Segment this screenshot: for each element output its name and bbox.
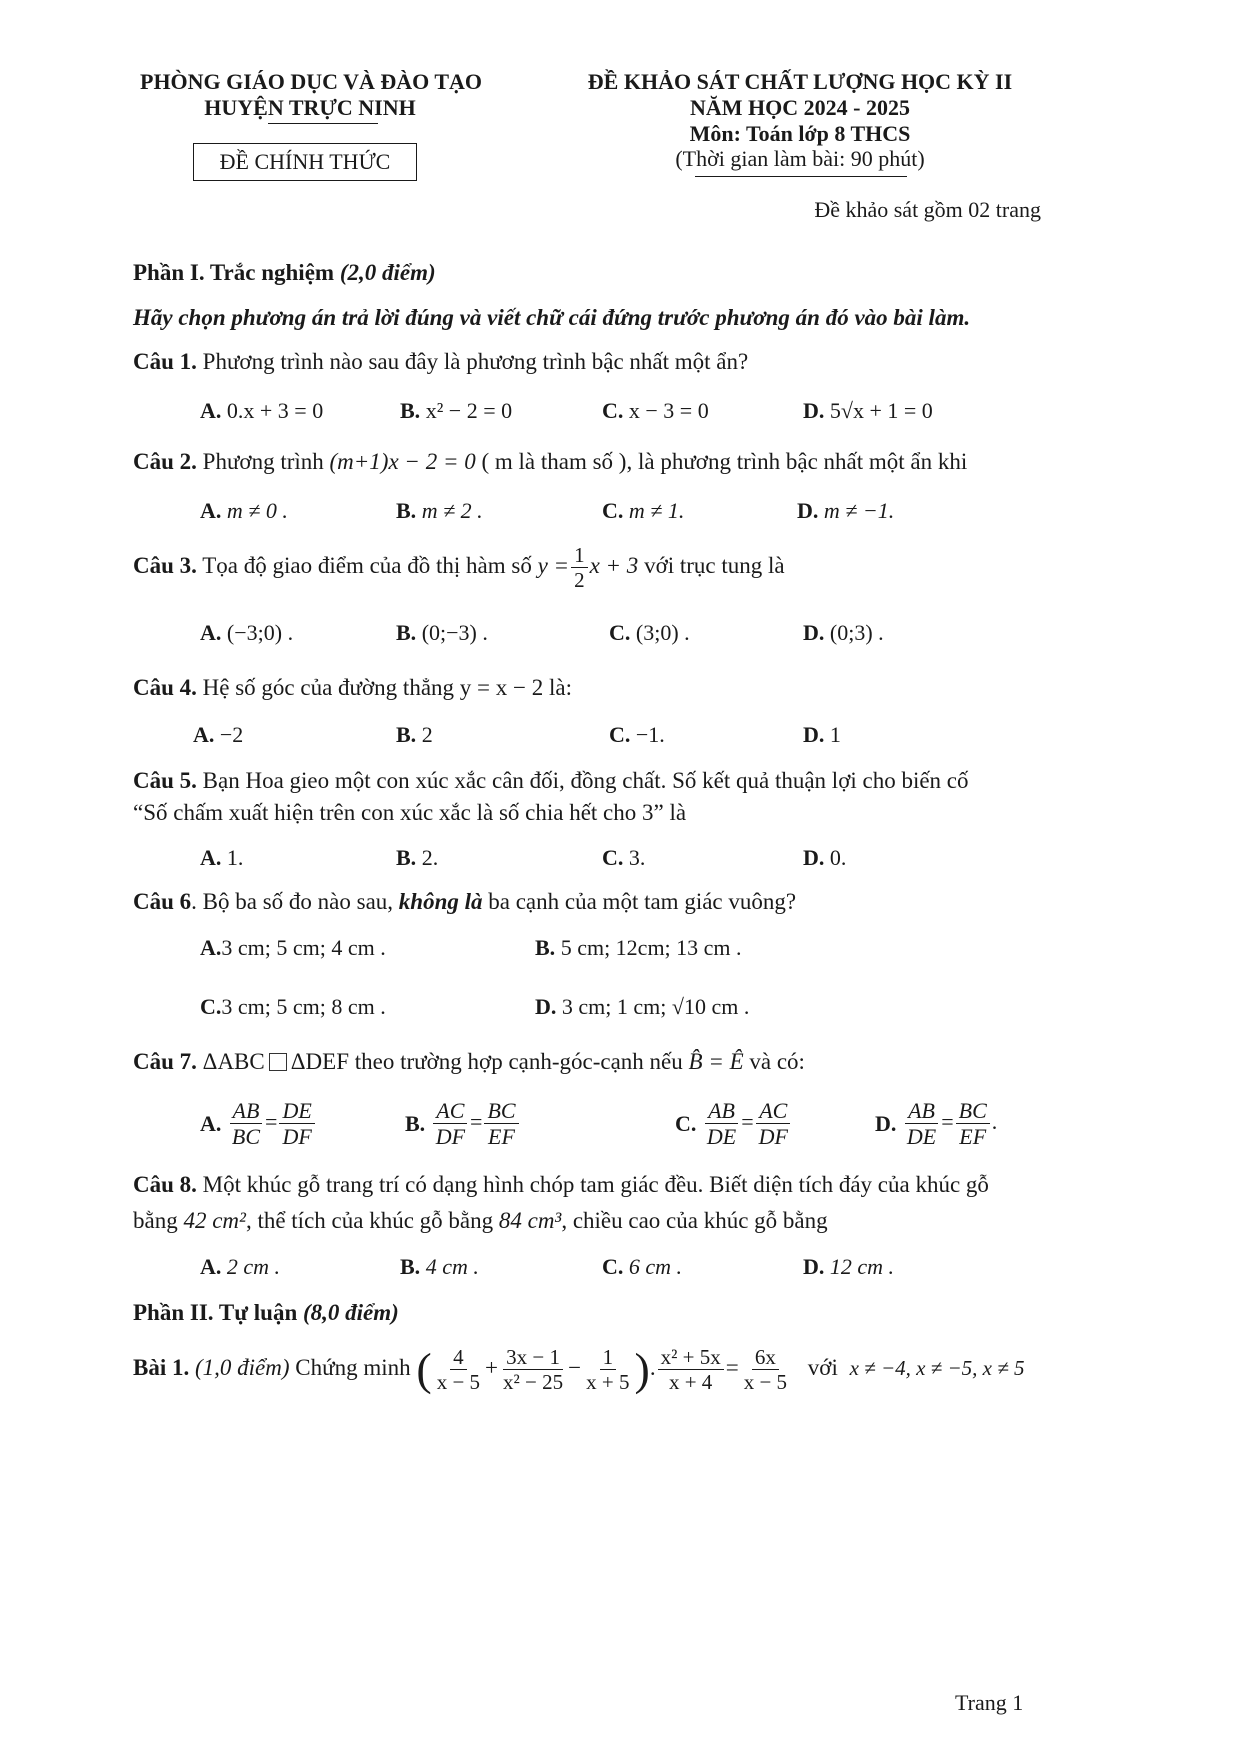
question-8: Câu 8. Một khúc gỗ trang trí có dạng hình chóp tam giác đều. Biết diện tích đáy của khúc gỗ — [133, 1172, 989, 1197]
q5-option-b: B. 2. — [396, 845, 439, 870]
q8-option-b: B. 4 cm . — [400, 1254, 479, 1279]
emphasis: không là — [398, 889, 483, 914]
fraction-one-half: $\frac{1}{2}$ — [571, 543, 588, 592]
question-text: Phương trình nào sau đây là phương trình bậc nhất một ẩn? — [196, 349, 749, 374]
page-number: Trang 1 — [955, 1690, 1024, 1715]
frac-x2-5x-over-x-4: $\frac{\text{x² + 5x}}{x + 4}$ — [658, 1345, 724, 1394]
q7-option-c: C. $\frac{AB}{DE}$ = $\frac{AC}{DF}$ — [675, 1098, 793, 1150]
part1-points: (2,0 điểm) — [339, 260, 436, 285]
line-equation: y = x − 2 — [459, 675, 544, 700]
q4-option-a: A. −2 — [193, 722, 244, 747]
question-6: Câu 6. Bộ ba số đo nào sau, không là ba cạnh của một tam giác vuông? — [133, 889, 797, 914]
question-label: Câu 1. — [133, 349, 197, 374]
q6-option-c: C.3 cm; 5 cm; 8 cm . — [200, 994, 386, 1019]
q6-option-a: A.3 cm; 5 cm; 4 cm . — [200, 935, 386, 960]
part1-heading — [133, 258, 436, 288]
question-3: Câu 3. Tọa độ giao điểm của đồ thị hàm số y = $\frac{1}{2}$ x + 3 với trục tung là — [133, 543, 785, 593]
q2-option-d: D. m ≠ −1. — [797, 498, 895, 523]
question-7: Câu 7. ΔABC ΔDEF theo trường hợp cạnh-góc-cạnh nếu B̂ = Ê và có: — [133, 1049, 805, 1074]
q3-option-c: C. (3;0) . — [609, 620, 690, 645]
q1-option-b: B. x² − 2 = 0 — [400, 398, 513, 423]
subject: Môn: Toán lớp 8 THCS — [689, 121, 911, 146]
problem-label: Bài 1. — [133, 1354, 190, 1380]
question-1 — [133, 347, 748, 377]
question-2: Câu 2. Phương trình (m+1)x − 2 = 0 ( m là tham số ), là phương trình bậc nhất một ẩn khi — [133, 449, 968, 474]
q1-option-d: D. 5√x + 1 = 0 — [803, 398, 933, 423]
q5-option-a: A. 1. — [200, 845, 244, 870]
q7-option-d: D. $\frac{AB}{DE}$ = $\frac{BC}{EF}$ . — [875, 1098, 998, 1150]
dept-name-line2: HUYỆN TRỰC NINH — [204, 95, 416, 120]
q4-option-d: D. 1 — [803, 722, 841, 747]
q7-option-b: B. $\frac{AC}{DF}$ = $\frac{BC}{EF}$ — [405, 1098, 521, 1150]
condition: x ≠ −4, x ≠ −5, x ≠ 5 — [849, 1355, 1025, 1380]
q3-option-d: D. (0;3) . — [803, 620, 884, 645]
equation: (m+1)x − 2 = 0 — [329, 449, 476, 474]
part1-title: Phần I. Trắc nghiệm — [133, 260, 340, 285]
q4-option-c: C. −1. — [609, 722, 665, 747]
exam-title: ĐỀ KHẢO SÁT CHẤT LƯỢNG HỌC KỲ II — [587, 69, 1013, 94]
frac-1-over-x-5: $\frac{1}{x + 5}$ — [586, 1345, 630, 1395]
q1-option-a: A. 0.x + 3 = 0 — [200, 398, 324, 423]
q3-option-b: B. (0;−3) . — [396, 620, 488, 645]
frac-4-over-x-5: $\frac{4}{x - 5}$ — [436, 1345, 481, 1395]
q5-option-d: D. 0. — [803, 845, 847, 870]
pages-note: Đề khảo sát gồm 02 trang — [814, 197, 1041, 222]
q4-option-b: B. 2 — [396, 722, 433, 747]
header-underline-left — [268, 123, 378, 124]
part1-instruction: Hãy chọn phương án trả lời đúng và viết chữ cái đứng trước phương án đó vào bài làm. — [133, 305, 971, 330]
frac-3x-1-over-x2-25: $\frac{3x - 1}{\text{x² − 25}}$ — [503, 1345, 564, 1395]
q1-option-c: C. x − 3 = 0 — [602, 398, 709, 423]
q6-option-b: B. 5 cm; 12cm; 13 cm . — [535, 935, 742, 960]
q2-option-c: C. m ≠ 1. — [602, 498, 685, 523]
duration: (Thời gian làm bài: 90 phút) — [675, 146, 925, 171]
q2-option-a: A. m ≠ 0 . — [200, 498, 288, 523]
question-5-line2: “Số chấm xuất hiện trên con xúc xắc là số chia hết cho 3” là — [133, 800, 687, 825]
header-underline-right — [695, 176, 907, 177]
q8-option-d: D. 12 cm . — [803, 1254, 895, 1279]
q5-option-c: C. 3. — [602, 845, 646, 870]
problem-1: Bài 1. (1,0 điểm) Chứng minh ( $\frac{4}{x - 5}$ + $\frac{3x - 1}{\text{x² − 25}}$ − $\frac{1}{x + 5}$ ). $\frac{\text{x² + 5x}}{x + 4}$ = $\frac{6x}{x - 5}$ với x ≠ −4, x ≠ −5, x ≠ 5 — [133, 1343, 1025, 1395]
q3-option-a: A. (−3;0) . — [200, 620, 294, 645]
q8-option-c: C. 6 cm . — [602, 1254, 683, 1279]
frac-6x-over-x-5: $\frac{6x}{x - 5}$ — [743, 1345, 788, 1395]
question-4: Câu 4. Hệ số góc của đường thẳng y = x − 2 là: — [133, 675, 572, 700]
dept-name-line1: PHÒNG GIÁO DỤC VÀ ĐÀO TẠO — [140, 69, 483, 94]
official-stamp: ĐỀ CHÍNH THỨC — [193, 143, 417, 181]
q6-option-d: D. 3 cm; 1 cm; √10 cm . — [535, 994, 750, 1019]
school-year: NĂM HỌC 2024 - 2025 — [690, 95, 910, 120]
question-5: Câu 5. Bạn Hoa gieo một con xúc xắc cân đối, đồng chất. Số kết quả thuận lợi cho biến cố — [133, 768, 969, 793]
angle-equality: B̂ = Ê — [688, 1049, 744, 1074]
problem-points: (1,0 điểm) — [189, 1354, 290, 1380]
question-8-line2: bằng 42 cm², thể tích của khúc gỗ bằng 84 cm³, chiều cao của khúc gỗ bằng — [133, 1208, 828, 1233]
q8-option-a: A. 2 cm . — [200, 1254, 281, 1279]
q2-option-b: B. m ≠ 2 . — [396, 498, 483, 523]
q7-option-a: A. $\frac{AB}{BC}$ = $\frac{DE}{DF}$ — [200, 1098, 317, 1150]
similarity-symbol-box — [269, 1053, 287, 1071]
part2-heading: Phần II. Tự luận (8,0 điểm) — [133, 1300, 399, 1325]
